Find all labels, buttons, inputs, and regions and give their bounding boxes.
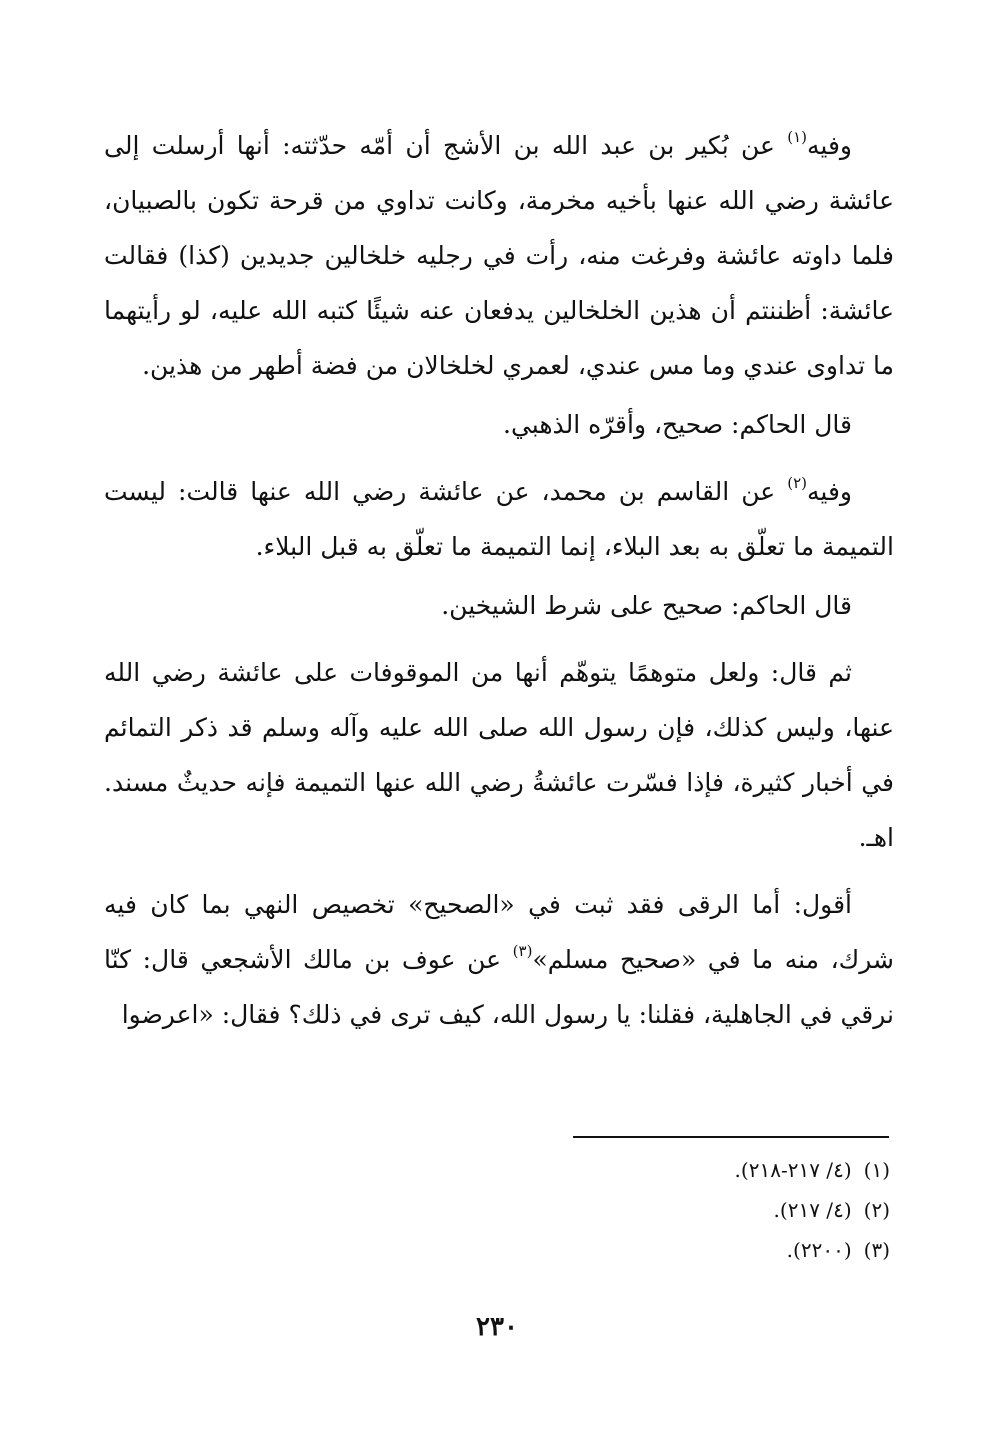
main-text — [104, 118, 894, 1054]
footnotes — [600, 1150, 890, 1270]
footnote-number: (٢) — [863, 1198, 890, 1222]
footnote-number: (٣) — [863, 1238, 890, 1262]
paragraph-1-start: وفيه — [807, 131, 852, 160]
footnote-text: (٢٢٠٠). — [786, 1238, 852, 1262]
paragraph-6-rest: عن عوف بن مالك الأشجعي قال: كنّا نرقي في الجاهلية، فقلنا: يا رسول الله، كيف ترى في ذلك؟ فقال: «اعرضوا — [104, 945, 894, 1029]
paragraph-1-rest: عن بُكير بن عبد الله بن الأشج أن أمّه حدّثته: أنها أرسلت إلى عائشة رضي الله عنها بأخيه مخرمة، وكانت تداوي من قرحة تكون بالصبيان، فلما داوته عائشة وفرغت منه، رأت في رجليه خلخالين جديدين (كذا) فقالت عائشة: أظننتم أن هذين الخلخالين يدفعان عنه شيئًا كتبه الله عليه، لو رأيتهما ما تداوى عندي وما مس عندي، لعمري لخلخالان من فضة أطهر من هذين. — [104, 131, 894, 380]
paragraph-3-start: وفيه — [807, 477, 852, 506]
page-number: ٢٣٠ — [476, 1312, 518, 1342]
paragraph-4: قال الحاكم: صحيح على شرط الشيخين. — [441, 591, 852, 620]
footnote-ref-3[interactable]: (٣) — [512, 942, 533, 960]
footnote-ref-2[interactable]: (٢) — [787, 474, 808, 492]
footnote-2 — [600, 1190, 890, 1230]
footnote-text: (٤/ ٢١٧-٢١٨). — [734, 1158, 852, 1182]
footnote-3 — [600, 1230, 890, 1270]
footnote-text: (٤/ ٢١٧). — [773, 1198, 852, 1222]
paragraph-5: ثم قال: ولعل متوهمًا يتوهّم أنها من الموقوفات على عائشة رضي الله عنها، وليس كذلك، فإن رسول الله صلى الله عليه وآله وسلم قد ذكر التمائم في أخبار كثيرة، فإذا فسّرت عائشةُ رضي الله عنها التميمة فإنه حديثٌ مسند. اهـ. — [104, 658, 894, 852]
paragraph-1 — [104, 118, 894, 393]
footnote-ref-1[interactable]: (١) — [787, 128, 808, 146]
paragraph-3 — [104, 464, 894, 574]
paragraph-6-start: أقول: أما الرقى فقد ثبت في «الصحيح» تخصيص النهي بما كان فيه شرك، منه ما في «صحيح مسلم» — [104, 890, 894, 974]
paragraph-2: قال الحاكم: صحيح، وأقرّه الذهبي. — [503, 410, 852, 439]
footnote-separator — [573, 1136, 889, 1138]
paragraph-3-rest: عن القاسم بن محمد، عن عائشة رضي الله عنها قالت: ليست التميمة ما تعلّق به بعد البلاء، إنما التميمة ما تعلّق به قبل البلاء. — [104, 477, 894, 561]
paragraph-6 — [104, 877, 894, 1042]
footnote-number: (١) — [863, 1158, 890, 1182]
footnote-1 — [600, 1150, 890, 1190]
